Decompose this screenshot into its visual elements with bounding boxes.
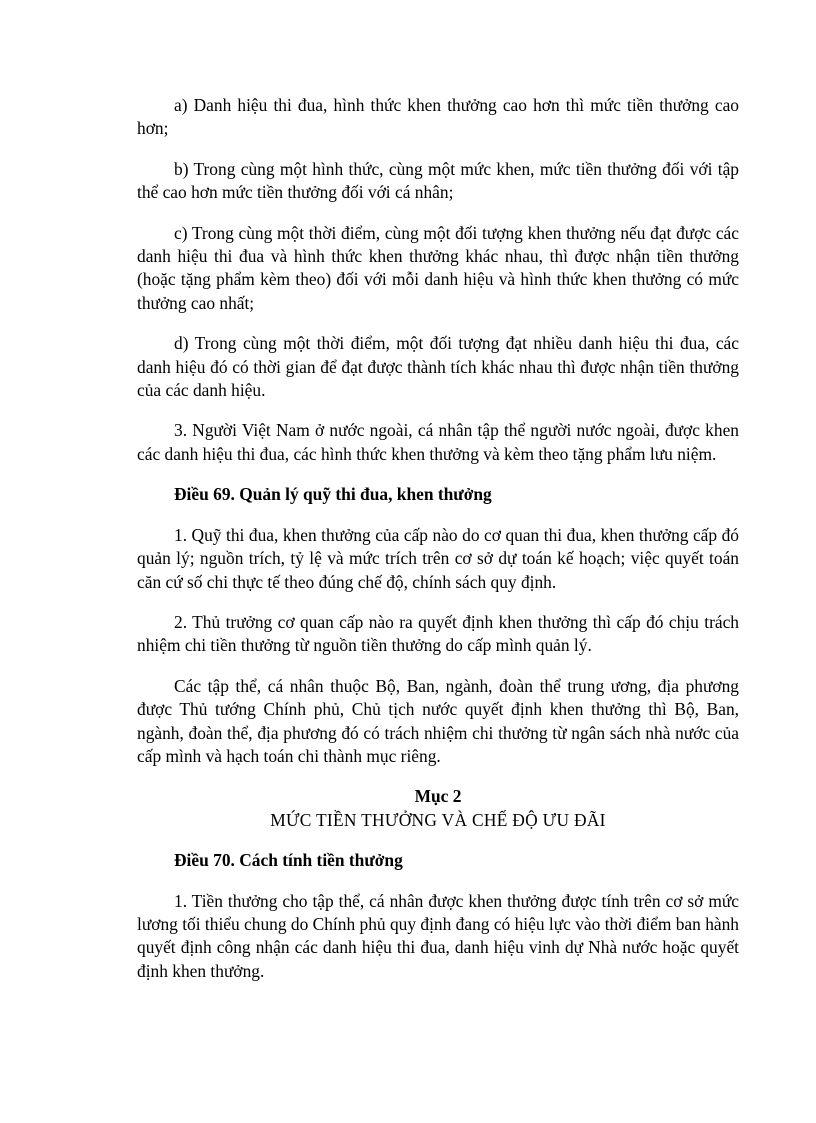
article-70-clause-1: 1. Tiền thưởng cho tập thể, cá nhân được khen thưởng được tính trên cơ sở mức lương tối thiểu chung do Chính phủ quy định đang có hiệu lực vào thời điểm ban hành quyết định công nhận các danh hiệu thi đua, danh hiệu vinh dự Nhà nước hoặc quyết định khen thưởng. [137, 890, 739, 981]
paragraph-point-c: c) Trong cùng một thời điểm, cùng một đối tượng khen thưởng nếu đạt được các danh hiệu thi đua và hình thức khen thưởng khác nhau, thì được nhận tiền thưởng (hoặc tặng phẩm kèm theo) đối với mỗi danh hiệu và hình thức khen thưởng có mức thưởng cao nhất; [137, 222, 739, 313]
document-page [137, 94, 739, 1000]
article-69-heading: Điều 69. Quản lý quỹ thi đua, khen thưởng [174, 484, 492, 505]
paragraph-point-d: d) Trong cùng một thời điểm, một đối tượng đạt nhiều danh hiệu thi đua, các danh hiệu đó có thời gian để đạt được thành tích khác nhau thì được nhận tiền thưởng của các danh hiệu. [137, 333, 739, 401]
article-69-clause-2: 2. Thủ trưởng cơ quan cấp nào ra quyết định khen thưởng thì cấp đó chịu trách nhiệm chi tiền thưởng từ nguồn tiền thưởng do cấp mình quản lý. [137, 611, 739, 656]
section-label: Mục 2 [414, 786, 462, 807]
paragraph-point-a: a) Danh hiệu thi đua, hình thức khen thưởng cao hơn thì mức tiền thưởng cao hơn; [137, 95, 739, 139]
paragraph-clause-3: 3. Người Việt Nam ở nước ngoài, cá nhân tập thể người nước ngoài, được khen các danh hiệu thi đua, các hình thức khen thưởng và kèm theo tặng phẩm lưu niệm. [137, 420, 739, 464]
article-70-heading: Điều 70. Cách tính tiền thưởng [174, 850, 403, 871]
paragraph-point-b: b) Trong cùng một hình thức, cùng một mức khen, mức tiền thưởng đối với tập thể cao hơn mức tiền thưởng đối với cá nhân; [137, 158, 739, 203]
section-name: MỨC TIỀN THƯỞNG VÀ CHẾ ĐỘ ƯU ĐÃI [270, 809, 606, 830]
article-69-clause-2-continued: Các tập thể, cá nhân thuộc Bộ, Ban, ngành, đoàn thể trung ương, địa phương được Thủ tướng Chính phủ, Chủ tịch nước quyết định khen thưởng thì Bộ, Ban, ngành, đoàn thể, địa phương đó có trách nhiệm chi thưởng từ ngân sách nhà nước của cấp mình và hạch toán chi thành mục riêng. [137, 675, 739, 766]
article-69-clause-1: 1. Quỹ thi đua, khen thưởng của cấp nào do cơ quan thi đua, khen thưởng cấp đó quản lý; nguồn trích, tỷ lệ và mức trích trên cơ sở dự toán kế hoạch; việc quyết toán căn cứ số chi thực tế theo đúng chế độ, chính sách quy định. [137, 524, 739, 592]
section-title [137, 785, 739, 832]
